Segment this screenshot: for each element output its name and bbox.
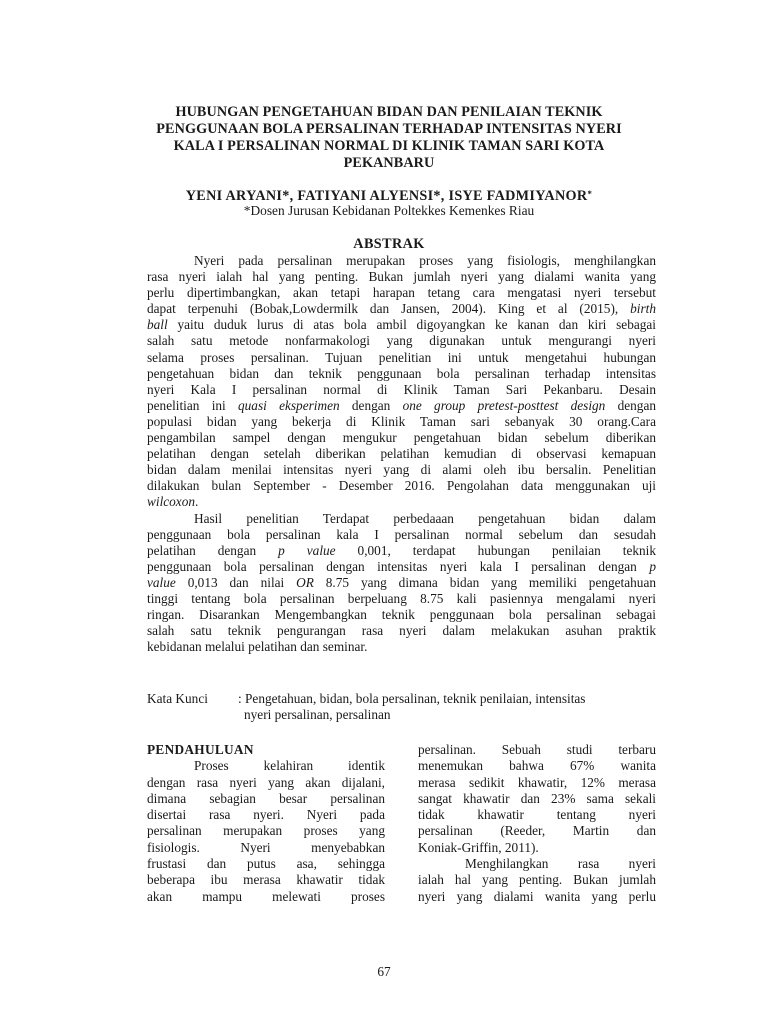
abstract-text: 0,001, terdapat hubungan penilaian teknik	[335, 542, 656, 558]
abstract-text: .	[195, 494, 199, 510]
keywords-line: : Pengetahuan, bidan, bola persalinan, teknik penilaian, intensitas	[238, 691, 586, 706]
authors-superscript: *	[587, 189, 593, 199]
abstract-line	[147, 253, 656, 269]
abstract-text: rasa nyeri ialah hal yang penting. Bukan jumlah nyeri yang dialami wanita yang	[147, 269, 656, 285]
abstract-text: penggunaan bola persalinan dengan intensitas nyeri kala I persalinan dengan	[147, 558, 650, 574]
abstract-italic-text: p	[649, 558, 656, 574]
abstract-text: Nyeri pada persalinan merupakan proses yang fisiologis, menghilangkan	[194, 253, 656, 268]
section-heading: PENDAHULUAN	[147, 742, 254, 757]
keywords-value	[238, 691, 658, 723]
abstract-line	[147, 543, 656, 559]
abstract-text: tinggi tentang bola persalinan berpeluang 8.75 kali pasiennya mengalami nyeri	[147, 590, 656, 606]
paragraph-line: persalinan (Reeder, Martin dan	[418, 823, 656, 839]
intro-right-column	[418, 742, 656, 905]
abstract-text: pengambilan sampel dengan mengukur pengetahuan bidan sebelum diberikan	[147, 430, 656, 446]
abstract-line	[147, 414, 656, 430]
abstract-text: kebidanan melalui pelatihan dan seminar.	[147, 639, 368, 655]
abstract-line	[147, 623, 656, 639]
paragraph-line: merasa sedikit khawatir, 12% merasa	[418, 774, 656, 790]
paragraph-line: akan mampu melewati proses	[147, 888, 385, 904]
abstract-text: pengetahuan bidan dan teknik penggunaan bola persalinan terhadap intensitas	[147, 365, 656, 381]
abstract-text: nyeri Kala I persalinan normal di Klinik Taman Sari Pekanbaru. Desain	[147, 381, 656, 397]
abstract-line	[147, 607, 656, 623]
abstract-line	[147, 591, 656, 607]
abstract-text: penelitian ini	[147, 397, 238, 413]
abstract-text: bidan dalam menilai intensitas nyeri yang di alami oleh ibu bersalin. Penelitian	[147, 462, 656, 478]
abstract-text: dengan	[339, 397, 403, 413]
abstract-italic-text: wilcoxon	[147, 494, 196, 510]
abstract-italic-text: quasi eksperimen	[238, 397, 340, 413]
paragraph-line: persalinan. Sebuah studi terbaru	[418, 742, 656, 757]
paper-title	[140, 104, 638, 172]
paragraph-line: Proses kelahiran identik	[194, 758, 385, 774]
paragraph-line: dengan rasa nyeri yang akan dijalani,	[147, 774, 385, 790]
abstract-text: Hasil penelitian Terdapat perbedaaan pengetahuan bidan dalam	[194, 510, 656, 526]
authors-names: YENI ARYANI*, FATIYANI ALYENSI*, ISYE FADMIYANOR	[185, 188, 588, 204]
abstract-text: selama proses persalinan. Tujuan penelitian ini untuk mengetahui hubungan	[147, 349, 656, 365]
abstract-line	[147, 430, 656, 446]
paragraph-line: disertai rasa nyeri. Nyeri pada	[147, 807, 385, 823]
abstract-line	[147, 511, 656, 527]
paragraph-line: dimana sebagian besar persalinan	[147, 790, 385, 806]
abstract-text: salah satu metode nonfarmakologi yang digunakan untuk mengurangi nyeri	[147, 333, 656, 349]
abstract-line	[147, 446, 656, 462]
paragraph-line: nyeri yang dialami wanita yang perlu	[418, 888, 656, 904]
abstract-text: yaitu duduk lurus di atas bola ambil digoyangkan ke kanan dan kiri sebagai	[167, 317, 656, 333]
abstract-line	[147, 478, 656, 494]
paragraph-line: Menghilangkan rasa nyeri	[465, 856, 656, 872]
abstract-line	[147, 301, 656, 317]
abstract-italic-text: birth	[630, 301, 656, 317]
paragraph-line: persalinan merupakan proses yang	[147, 823, 385, 839]
abstract-text: dilakukan bulan September - Desember 2016. Pengolahan data menggunakan uji	[147, 478, 656, 494]
abstract-text: pelatihan dengan setelah diberikan pelatihan kemudian di observasi kemapuan	[147, 446, 656, 462]
abstract-line	[147, 639, 656, 655]
abstract-line	[147, 366, 656, 382]
abstract-italic-text: ball	[147, 317, 168, 333]
paragraph-line: frustasi dan putus asa, sehingga	[147, 856, 385, 872]
abstract-line	[147, 462, 656, 478]
abstract-text: pelatihan dengan	[147, 542, 279, 558]
title-line: HUBUNGAN PENGETAHUAN BIDAN DAN PENILAIAN TEKNIK	[175, 104, 603, 120]
abstract-line	[147, 575, 656, 591]
intro-left-column	[147, 742, 385, 905]
abstract-line	[147, 350, 656, 366]
abstract-text: dengan	[605, 397, 656, 413]
abstract-text: dapat terpenuhi (Bobak,Lowdermilk dan Jansen, 2004). King et al (2015),	[147, 301, 631, 317]
paragraph-line: fisiologis. Nyeri menyebabkan	[147, 839, 385, 855]
abstract-text: populasi bidan yang bekerja di Klinik Taman sari sebanyak 30 orang.Cara	[147, 413, 656, 429]
keywords-label: Kata Kunci	[147, 691, 208, 706]
abstract-italic-text: one group pretest-posttest design	[402, 397, 606, 413]
abstract-italic-text: p value	[278, 542, 336, 558]
abstract-text: 0,013 dan nilai	[175, 574, 297, 590]
abstract-italic-text: OR	[296, 574, 314, 590]
abstract-italic-text: value	[147, 574, 176, 590]
abstract-line	[147, 398, 656, 414]
abstract-line	[147, 382, 656, 398]
paragraph-line: menemukan bahwa 67% wanita	[418, 758, 656, 774]
abstract-heading: ABSTRAK	[353, 236, 425, 252]
abstract-body	[147, 253, 656, 655]
abstract-line	[147, 559, 656, 575]
paragraph-line: tidak khawatir tentang nyeri	[418, 807, 656, 823]
keywords-line: nyeri persalinan, persalinan	[244, 707, 391, 723]
abstract-text: 8.75 yang dimana bidan yang memiliki pengetahuan	[313, 574, 656, 590]
abstract-text: perlu dipertimbangkan, akan tetapi harapan tetang cara mengatasi nyeri tersebut	[147, 285, 656, 301]
title-line: PENGGUNAAN BOLA PERSALINAN TERHADAP INTENSITAS NYERI	[156, 121, 622, 137]
abstract-line	[147, 494, 656, 510]
title-line: KALA I PERSALINAN NORMAL DI KLINIK TAMAN SARI KOTA	[173, 138, 605, 154]
affiliation: *Dosen Jurusan Kebidanan Poltekkes Kemenkes Riau	[243, 203, 535, 218]
abstract-text: penggunaan bola persalinan kala I persalinan normal sebelum dan sesudah	[147, 526, 656, 542]
page-number: 67	[377, 964, 391, 979]
abstract-line	[147, 269, 656, 285]
paragraph-line: sangat khawatir dan 23% sama sekali	[418, 790, 656, 806]
abstract-text: ringan. Disarankan Mengembangkan teknik penggunaan bola persalinan sebagai	[147, 607, 656, 623]
paragraph-line: ialah hal yang penting. Bukan jumlah	[418, 872, 656, 888]
abstract-line	[147, 317, 656, 333]
paragraph-line: beberapa ibu merasa khawatir tidak	[147, 872, 385, 888]
abstract-line	[147, 333, 656, 349]
paragraph-line: Koniak-Griffin, 2011).	[418, 839, 539, 855]
abstract-text: salah satu teknik pengurangan rasa nyeri dalam melakukan asuhan praktik	[147, 623, 656, 639]
title-line: PEKANBARU	[343, 155, 435, 171]
abstract-line	[147, 285, 656, 301]
abstract-line	[147, 527, 656, 543]
